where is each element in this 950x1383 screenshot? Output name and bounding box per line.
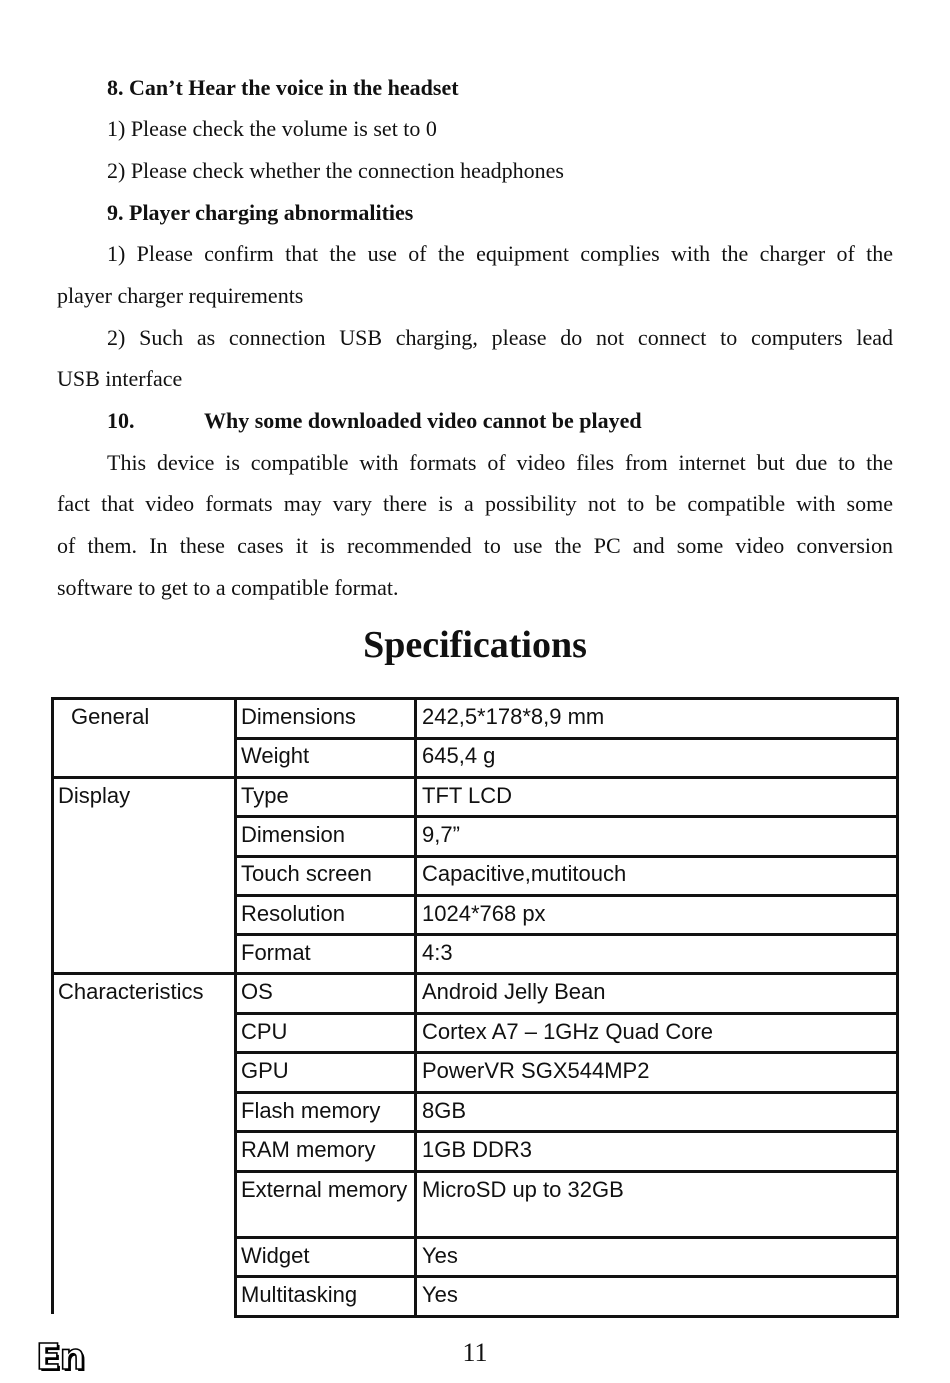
spec-key-widget: Widget (241, 1243, 310, 1268)
row-border (234, 1275, 899, 1278)
q10-paragraph-line1: This device is compatible with formats of video files from internet but due to the (107, 450, 893, 475)
spec-value-type: TFT LCD (422, 783, 513, 808)
spec-key-cpu: CPU (241, 1019, 288, 1044)
group-general: General (71, 704, 150, 729)
q8-heading: 8. Can’t Hear the voice in the headset (107, 75, 459, 100)
spec-key-gpu: GPU (241, 1058, 289, 1083)
spec-key-flash-memory: Flash memory (241, 1098, 381, 1123)
table-border-bottom (234, 1315, 899, 1318)
row-border (234, 737, 899, 740)
group-characteristics: Characteristics (58, 979, 204, 1004)
spec-value-ram-memory: 1GB DDR3 (422, 1137, 533, 1162)
spec-value-resolution: 1024*768 px (422, 901, 546, 926)
q9-answer-1-line1: 1) Please confirm that the use of the equipment complies with the charger of the (107, 241, 893, 266)
table-border-left (51, 697, 54, 1314)
row-border (234, 894, 899, 897)
row-border (234, 1170, 899, 1173)
specifications-title: Specifications (363, 624, 587, 666)
spec-value-dimensions: 242,5*178*8,9 mm (422, 704, 605, 729)
spec-key-format: Format (241, 940, 311, 965)
q8-answer-2: 2) Please check whether the connection headphones (107, 158, 564, 183)
row-border (234, 1012, 899, 1015)
spec-key-weight: Weight (241, 743, 310, 768)
language-logo: En (36, 1337, 85, 1378)
spec-value-external-memory: MicroSD up to 32GB (422, 1177, 624, 1202)
spec-value-cpu: Cortex A7 – 1GHz Quad Core (422, 1019, 714, 1044)
table-border-key (414, 697, 417, 1318)
spec-value-weight: 645,4 g (422, 743, 496, 768)
spec-key-ram-memory: RAM memory (241, 1137, 376, 1162)
q10-paragraph-line4: software to get to a compatible format. (57, 575, 399, 600)
q9-answer-2-line1: 2) Such as connection USB charging, please do not connect to computers lead (107, 325, 893, 350)
spec-key-external-memory: External memory (241, 1177, 408, 1202)
table-border-top (51, 697, 899, 700)
row-border (234, 1130, 899, 1133)
q10-heading: Why some downloaded video cannot be played (204, 408, 642, 433)
spec-value-dimension: 9,7” (422, 822, 460, 847)
spec-value-flash-memory: 8GB (422, 1098, 467, 1123)
row-border (234, 1236, 899, 1239)
spec-value-multitasking: Yes (422, 1282, 458, 1307)
row-border (234, 1051, 899, 1054)
page-number: 11 (462, 1338, 488, 1367)
table-border-general-end (51, 776, 899, 779)
spec-value-os: Android Jelly Bean (422, 979, 606, 1004)
spec-key-dimensions: Dimensions (241, 704, 356, 729)
spec-key-os: OS (241, 979, 273, 1004)
row-border (234, 933, 899, 936)
spec-key-dimension: Dimension (241, 822, 345, 847)
q9-answer-1-line2: player charger requirements (57, 283, 304, 308)
spec-value-gpu: PowerVR SGX544MP2 (422, 1058, 650, 1083)
q8-answer-1: 1) Please check the volume is set to 0 (107, 116, 437, 141)
q10-paragraph-line2: fact that video formats may vary there is a possibility not to be compatible with some (57, 491, 893, 516)
q10-paragraph-line3: of them. In these cases it is recommended to use the PC and some video conversion (57, 533, 893, 558)
spec-key-multitasking: Multitasking (241, 1282, 358, 1307)
q9-answer-2-line2: USB interface (57, 366, 183, 391)
spec-key-touch-screen: Touch screen (241, 861, 372, 886)
row-border (234, 855, 899, 858)
q10-number: 10. (107, 408, 135, 433)
table-border-right (896, 697, 899, 1318)
spec-value-touch-screen: Capacitive,mutitouch (422, 861, 627, 886)
table-border-group (234, 697, 237, 1318)
row-border (234, 815, 899, 818)
spec-key-type: Type (241, 783, 289, 808)
table-border-display-end (51, 972, 899, 975)
q9-heading: 9. Player charging abnormalities (107, 200, 414, 225)
row-border (234, 1091, 899, 1094)
spec-value-widget: Yes (422, 1243, 458, 1268)
group-display: Display (58, 783, 131, 808)
spec-key-resolution: Resolution (241, 901, 345, 926)
spec-value-format: 4:3 (422, 940, 453, 965)
